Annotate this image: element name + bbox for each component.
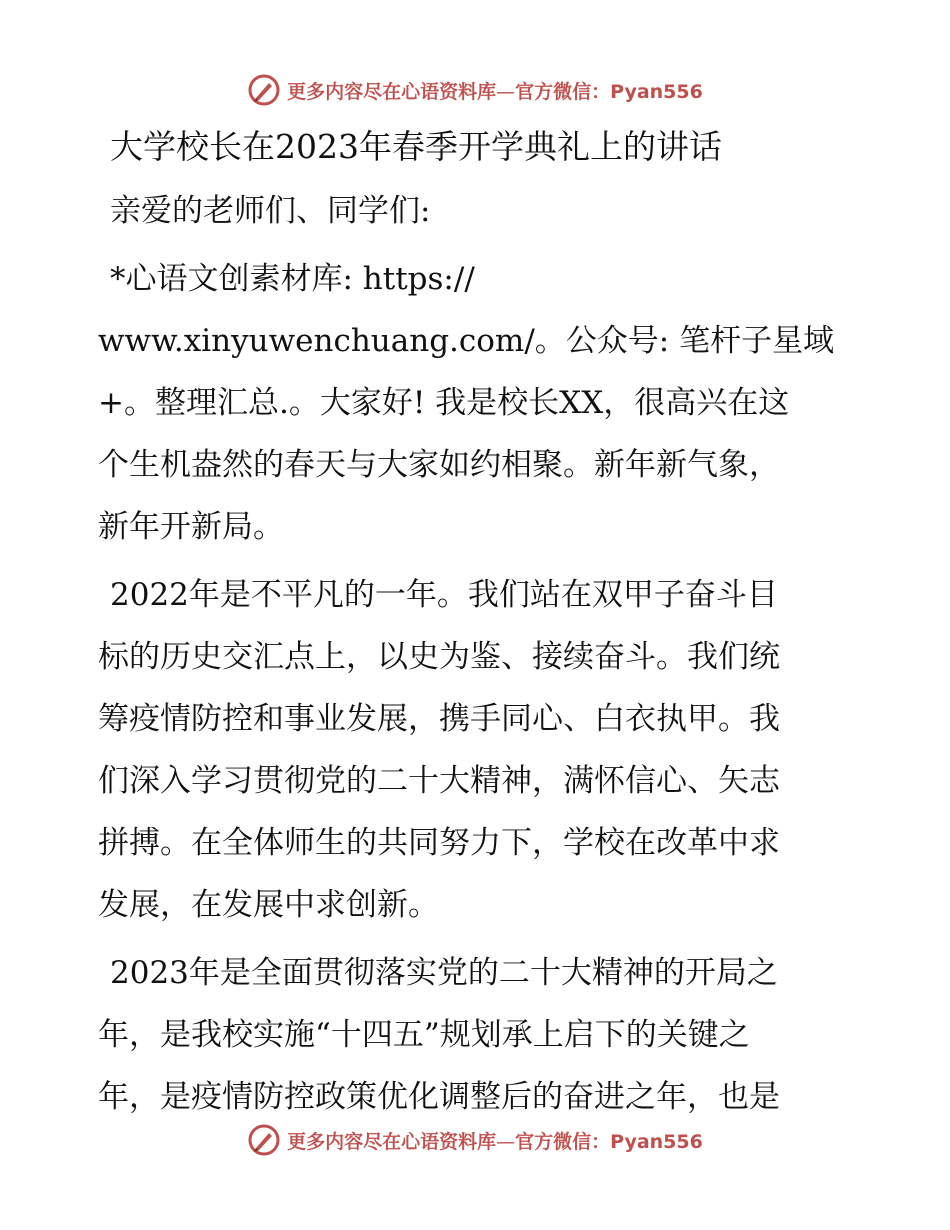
text-line: +。整理汇总.。大家好! 我是校长XX，很高兴在这 xyxy=(98,385,790,421)
text-line: 年，是疫情防控政策优化调整后的奋进之年，也是 xyxy=(98,1079,780,1115)
text-line: 个生机盎然的春天与大家如约相聚。新年新气象， xyxy=(98,447,780,483)
banner-text xyxy=(287,1127,703,1154)
footer-banner xyxy=(0,1120,950,1160)
text-line: 筹疫情防控和事业发展，携手同心、白衣执甲。我 xyxy=(98,701,780,737)
banner-separator: — xyxy=(496,80,516,103)
text-line: www.xinyuwenchuang.com/。公众号: 笔杆子星域 xyxy=(98,323,835,359)
banner-main-text: 更多内容尽在心语资料库 xyxy=(287,1130,497,1153)
text-line: *心语文创素材库: https:// xyxy=(110,261,475,297)
text-line: 2022年是不平凡的一年。我们站在双甲子奋斗目 xyxy=(110,577,778,613)
pen-logo-icon xyxy=(247,73,281,107)
paragraph-3 xyxy=(98,942,858,1128)
text-line: 发展，在发展中求创新。 xyxy=(98,887,439,923)
paragraph-1 xyxy=(98,248,858,558)
text-line: 拼搏。在全体师生的共同努力下，学校在改革中求 xyxy=(98,825,780,861)
text-line: 标的历史交汇点上，以史为鉴、接续奋斗。我们统 xyxy=(98,639,780,675)
text-line: 新年开新局。 xyxy=(98,509,284,545)
banner-wechat-text: 官方微信：Pyan556 xyxy=(515,1130,703,1153)
banner-main-text: 更多内容尽在心语资料库 xyxy=(287,80,497,103)
banner-text xyxy=(287,77,703,104)
paragraph-2 xyxy=(98,564,858,936)
greeting: 亲爱的老师们、同学们: xyxy=(110,193,431,229)
document-title: 大学校长在2023年春季开学典礼上的讲话 xyxy=(110,127,722,166)
banner-separator: — xyxy=(496,1130,516,1153)
pen-logo-icon xyxy=(247,1123,281,1157)
header-banner xyxy=(0,70,950,110)
text-line: 年，是我校实施“十四五”规划承上启下的关键之 xyxy=(98,1017,750,1053)
text-line: 2023年是全面贯彻落实党的二十大精神的开局之 xyxy=(110,955,778,991)
text-line: 们深入学习贯彻党的二十大精神，满怀信心、矢志 xyxy=(98,763,780,799)
banner-wechat-text: 官方微信：Pyan556 xyxy=(515,80,703,103)
document-body xyxy=(98,118,858,1134)
